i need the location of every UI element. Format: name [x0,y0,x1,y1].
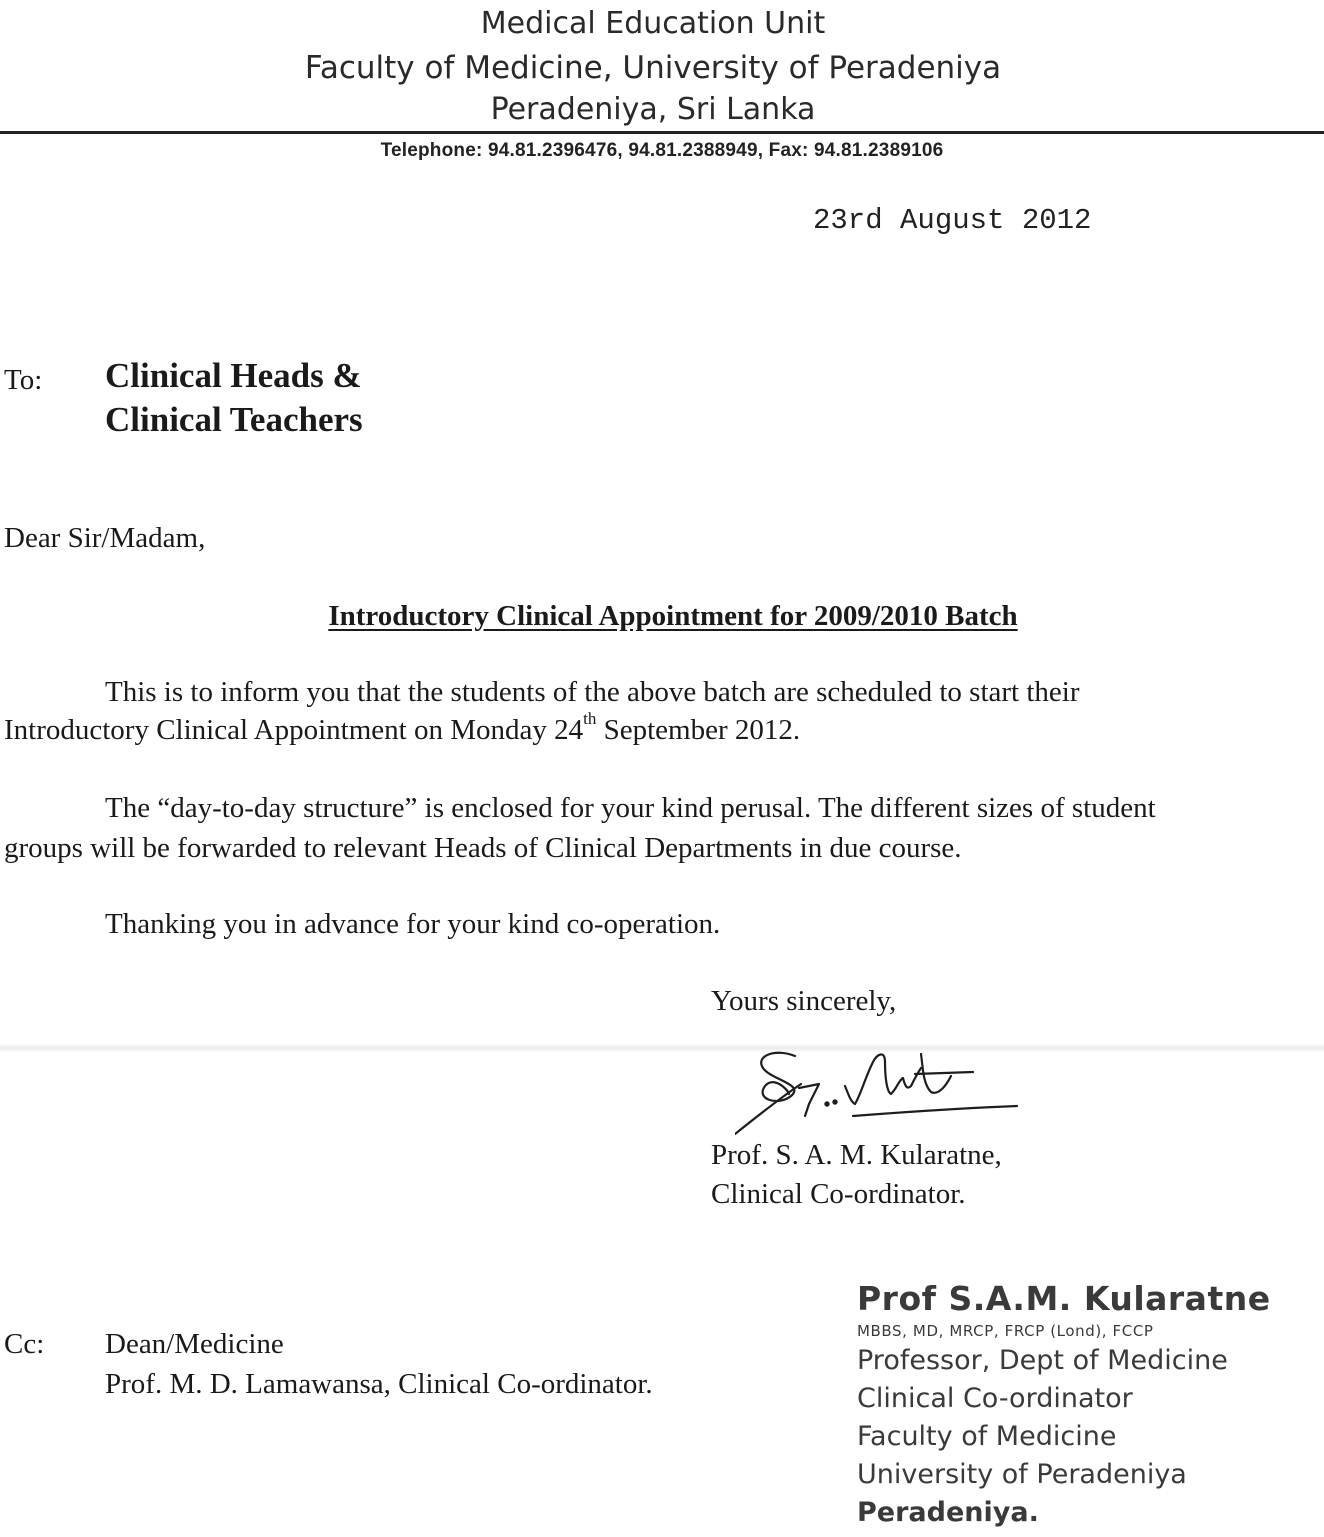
letterhead-location: Peradeniya, Sri Lanka [490,92,816,127]
cc-recipient-1: Dean/Medicine [105,1328,284,1360]
letterhead-contact: Telephone: 94.81.2396476, 94.81.2388949, Fax: 94.81.2389106 [380,140,944,161]
official-stamp [857,1278,1297,1532]
letterhead-divider [0,131,1324,134]
letterhead-faculty: Faculty of Medicine, University of Peradeniya [304,50,1002,86]
recipient-line-1: Clinical Heads & [105,356,362,395]
stamp-town: Peradeniya. [857,1497,1039,1528]
letterhead-unit: Medical Education Unit [480,6,826,41]
signer-name: Prof. S. A. M. Kularatne, [711,1139,1002,1171]
stamp-faculty: Faculty of Medicine [857,1421,1117,1452]
paragraph-1-line-2 [4,709,801,747]
paragraph-2-line-2: groups will be forwarded to relevant Heads of Clinical Departments in due course. [4,832,962,864]
cc-recipient-2: Prof. M. D. Lamawansa, Clinical Co-ordinator. [105,1368,653,1400]
paper-fold [0,1043,1324,1053]
stamp-role: Clinical Co-ordinator [857,1383,1133,1414]
stamp-name: Prof S.A.M. Kularatne [857,1279,1271,1318]
paragraph-1-line-1: This is to inform you that the students of the above batch are scheduled to start their [105,676,1080,708]
subject-heading [0,600,1324,633]
cc-label: Cc: [4,1328,45,1360]
signer-title: Clinical Co-ordinator. [711,1178,966,1210]
closing: Yours sincerely, [711,985,897,1017]
paragraph-3: Thanking you in advance for your kind co-operation. [105,908,721,940]
paragraph-2-line-1: The “day-to-day structure” is enclosed for your kind perusal. The different sizes of student [105,792,1156,824]
paragraph-1-line-2-end: September 2012. [596,714,801,746]
salutation: Dear Sir/Madam, [4,522,206,554]
handwritten-signature [735,1038,1035,1138]
paragraph-1-line-2-text: Introductory Clinical Appointment on Monday 24 [4,714,584,746]
stamp-qualifications: MBBS, MD, MRCP, FRCP (Lond), FCCP [857,1322,1154,1340]
stamp-position: Professor, Dept of Medicine [857,1345,1228,1376]
recipient-label: To: [4,364,43,396]
stamp-university: University of Peradeniya [857,1459,1187,1490]
ordinal-suffix: th [583,709,597,728]
letter-date: 23rd August 2012 [813,204,1092,237]
recipient-line-2: Clinical Teachers [105,400,363,439]
subject-text: Introductory Clinical Appointment for 2009/2010 Batch [328,600,1018,632]
